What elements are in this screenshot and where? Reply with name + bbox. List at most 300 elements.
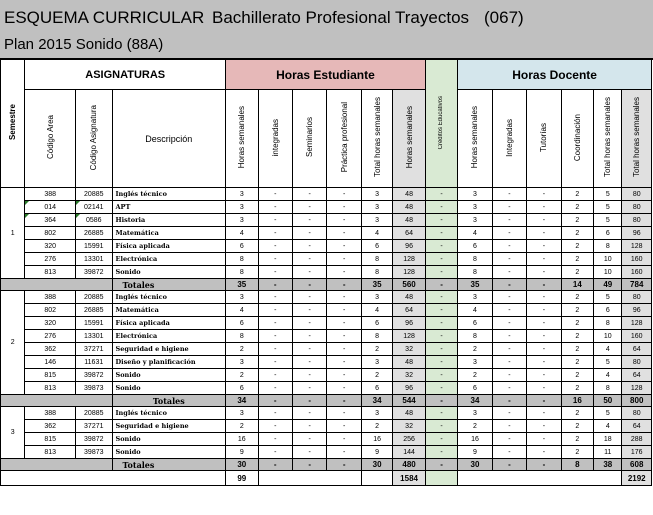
table-cell: - (327, 343, 361, 356)
table-cell: - (492, 369, 526, 382)
totals-cell: 784 (622, 279, 652, 291)
table-cell: 2 (561, 227, 593, 240)
table-cell: 2 (561, 433, 593, 446)
table-cell: 15991 (76, 317, 113, 330)
table-cell: 3 (361, 407, 392, 420)
table-row (1, 188, 652, 201)
e-horas-sem2-header: Horas semanales (393, 90, 425, 188)
table-cell: 02141 (76, 201, 113, 214)
table-cell: 3 (226, 407, 258, 420)
table-cell: 8 (594, 382, 622, 395)
table-row (1, 407, 652, 420)
table-cell: - (492, 240, 526, 253)
creditos-header: Créditos Educativos (425, 60, 457, 188)
horas-docente-header: Horas Docente (458, 60, 652, 90)
totals-cell: - (327, 279, 361, 291)
table-cell: 8 (226, 253, 258, 266)
table-cell: - (492, 343, 526, 356)
table-cell: 2 (561, 382, 593, 395)
table-cell: 18 (594, 433, 622, 446)
totals-row (1, 395, 652, 407)
table-cell: - (258, 420, 292, 433)
table-cell: - (258, 356, 292, 369)
grand-empty-cell (425, 471, 457, 486)
table-cell: - (327, 356, 361, 369)
d-horas-semanales-header: Horas semanales (458, 90, 492, 188)
table-cell: - (492, 356, 526, 369)
totals-cell: - (292, 459, 326, 471)
table-cell: - (292, 214, 326, 227)
table-cell: 2 (561, 343, 593, 356)
totals-cell: - (258, 279, 292, 291)
table-cell: 3 (226, 356, 258, 369)
table-cell: 4 (594, 369, 622, 382)
subject-description: APT (112, 201, 226, 214)
table-cell: 176 (622, 446, 652, 459)
totals-empty-cell (1, 459, 113, 471)
table-cell: 48 (393, 356, 425, 369)
table-cell: 96 (393, 317, 425, 330)
table-cell: 8 (361, 266, 392, 279)
table-cell: 15991 (76, 240, 113, 253)
semestre-header: Semestre (1, 60, 25, 188)
curriculum-table (0, 59, 652, 486)
table-cell: - (492, 433, 526, 446)
table-cell: - (527, 420, 561, 433)
table-cell: 8 (361, 330, 392, 343)
table-cell: 20885 (76, 188, 113, 201)
table-cell: - (327, 420, 361, 433)
table-cell: 146 (25, 356, 76, 369)
table-cell: 8 (458, 266, 492, 279)
table-cell: 39872 (76, 266, 113, 279)
table-cell: 160 (622, 266, 652, 279)
table-row (1, 420, 652, 433)
totals-row (1, 279, 652, 291)
table-cell: 2 (561, 253, 593, 266)
table-cell: 39873 (76, 446, 113, 459)
table-cell: - (292, 433, 326, 446)
table-cell: 3 (458, 407, 492, 420)
table-cell: - (292, 330, 326, 343)
table-cell: - (492, 407, 526, 420)
practica-header: Práctica profesional (327, 90, 361, 188)
table-row (1, 369, 652, 382)
grand-total-row (1, 471, 652, 486)
totals-cell: - (425, 459, 457, 471)
table-cell: 48 (393, 407, 425, 420)
table-cell: - (292, 317, 326, 330)
creditos-cell: - (425, 188, 457, 201)
table-cell: - (527, 240, 561, 253)
table-cell: - (327, 253, 361, 266)
table-cell: - (492, 214, 526, 227)
table-cell: 11 (594, 446, 622, 459)
table-cell: - (258, 433, 292, 446)
table-cell: - (258, 330, 292, 343)
table-cell: 2 (226, 369, 258, 382)
table-cell: 2 (561, 188, 593, 201)
table-cell: - (292, 240, 326, 253)
creditos-cell: - (425, 266, 457, 279)
table-cell: 8 (226, 330, 258, 343)
table-cell: 4 (361, 227, 392, 240)
table-cell: 2 (361, 343, 392, 356)
table-cell: - (292, 291, 326, 304)
subject-description: Sonido (112, 266, 226, 279)
table-cell: - (327, 214, 361, 227)
table-cell: 388 (25, 291, 76, 304)
totals-cell: - (527, 395, 561, 407)
grand-empty-cell (361, 471, 392, 486)
table-cell: 10 (594, 330, 622, 343)
creditos-cell: - (425, 356, 457, 369)
table-cell: 9 (458, 446, 492, 459)
subject-description: Diseño y planificación (112, 356, 226, 369)
seminarios-header: Seminarios (292, 90, 326, 188)
table-cell: - (327, 446, 361, 459)
table-cell: 6 (458, 240, 492, 253)
descripcion-header: Descripción (112, 90, 226, 188)
table-cell: - (327, 304, 361, 317)
table-cell: - (292, 343, 326, 356)
table-cell: 6 (361, 240, 392, 253)
table-cell: - (527, 201, 561, 214)
table-row (1, 433, 652, 446)
creditos-cell: - (425, 214, 457, 227)
table-cell: - (527, 382, 561, 395)
table-cell: 2 (561, 407, 593, 420)
table-cell: 6 (594, 227, 622, 240)
table-cell: 37271 (76, 343, 113, 356)
table-cell: 64 (622, 343, 652, 356)
table-cell: 4 (594, 420, 622, 433)
table-cell: 8 (226, 266, 258, 279)
table-cell: - (292, 356, 326, 369)
totals-cell: 800 (622, 395, 652, 407)
grand-total-cell: 1584 (393, 471, 425, 486)
subject-description: Electrónica (112, 330, 226, 343)
table-cell: 3 (361, 214, 392, 227)
semester-number: 3 (1, 407, 25, 459)
table-cell: 6 (361, 317, 392, 330)
tutorias-header: Tutorías (527, 90, 561, 188)
totals-cell: - (527, 279, 561, 291)
table-cell: - (327, 369, 361, 382)
table-cell: 8 (361, 253, 392, 266)
creditos-cell: - (425, 317, 457, 330)
table-cell: - (292, 382, 326, 395)
table-cell: 64 (393, 304, 425, 317)
table-cell: - (258, 291, 292, 304)
table-cell: - (492, 253, 526, 266)
creditos-cell: - (425, 343, 457, 356)
table-cell: 2 (561, 304, 593, 317)
table-cell: 3 (226, 201, 258, 214)
grand-total-cell: 2192 (622, 471, 652, 486)
table-cell: 80 (622, 356, 652, 369)
table-cell: 3 (458, 291, 492, 304)
table-cell: 16 (226, 433, 258, 446)
table-cell: 16 (361, 433, 392, 446)
totals-cell: 608 (622, 459, 652, 471)
totals-cell: - (492, 279, 526, 291)
table-cell: - (327, 266, 361, 279)
totals-cell: - (492, 459, 526, 471)
table-row (1, 291, 652, 304)
table-cell: - (327, 240, 361, 253)
totals-cell: - (327, 395, 361, 407)
subject-description: Sonido (112, 446, 226, 459)
table-cell: - (292, 446, 326, 459)
table-cell: 128 (622, 317, 652, 330)
table-cell: 80 (622, 188, 652, 201)
table-cell: - (292, 201, 326, 214)
table-cell: 813 (25, 446, 76, 459)
table-row (1, 227, 652, 240)
table-cell: 2 (561, 446, 593, 459)
table-cell: - (492, 446, 526, 459)
table-cell: - (527, 330, 561, 343)
table-row (1, 253, 652, 266)
e-total-header: Total horas semanales (361, 90, 392, 188)
table-cell: 276 (25, 330, 76, 343)
d-total2-header: Total horas semanales (622, 90, 652, 188)
table-row (1, 214, 652, 227)
table-cell: - (258, 227, 292, 240)
grand-empty-cell (458, 471, 622, 486)
table-cell: - (258, 382, 292, 395)
table-cell: - (292, 266, 326, 279)
table-cell: 48 (393, 214, 425, 227)
table-row (1, 330, 652, 343)
table-cell: - (292, 227, 326, 240)
table-cell: - (527, 433, 561, 446)
table-cell: - (327, 330, 361, 343)
totals-cell: 34 (361, 395, 392, 407)
creditos-cell: - (425, 330, 457, 343)
totals-cell: 544 (393, 395, 425, 407)
totals-cell: - (492, 395, 526, 407)
table-row (1, 343, 652, 356)
table-row (1, 304, 652, 317)
plan-bar (0, 30, 653, 60)
table-cell: - (527, 227, 561, 240)
table-cell: 2 (458, 420, 492, 433)
table-cell: 388 (25, 407, 76, 420)
table-cell: 9 (226, 446, 258, 459)
table-cell: 8 (594, 240, 622, 253)
table-row (1, 240, 652, 253)
table-cell: 32 (393, 369, 425, 382)
table-cell: 815 (25, 433, 76, 446)
table-cell: - (258, 343, 292, 356)
table-cell: 5 (594, 188, 622, 201)
table-cell: 362 (25, 343, 76, 356)
table-cell: - (292, 304, 326, 317)
creditos-cell: - (425, 227, 457, 240)
table-cell: 2 (561, 291, 593, 304)
totals-cell: - (292, 395, 326, 407)
codigo-asignatura-header: Código Asignatura (76, 90, 113, 188)
table-cell: 813 (25, 382, 76, 395)
totals-cell: - (292, 279, 326, 291)
table-cell: 2 (361, 369, 392, 382)
coordinacion-header: Coordinación (561, 90, 593, 188)
table-cell: 8 (458, 253, 492, 266)
creditos-cell: - (425, 446, 457, 459)
table-cell: 3 (361, 291, 392, 304)
table-cell: 2 (561, 330, 593, 343)
table-cell: - (492, 188, 526, 201)
subject-description: Matemática (112, 227, 226, 240)
subject-description: Sonido (112, 382, 226, 395)
totals-cell: - (425, 395, 457, 407)
table-row (1, 382, 652, 395)
table-cell: 128 (393, 253, 425, 266)
table-cell: - (258, 253, 292, 266)
e-horas-semanales-header: Horas semanales (226, 90, 258, 188)
table-cell: 4 (226, 227, 258, 240)
table-cell: - (327, 433, 361, 446)
totals-empty-cell (1, 395, 113, 407)
d-total-header: Total horas semanales (594, 90, 622, 188)
table-cell: 96 (393, 240, 425, 253)
table-cell: 128 (622, 240, 652, 253)
table-cell: 144 (393, 446, 425, 459)
table-cell: 2 (561, 356, 593, 369)
grand-total-cell: 99 (226, 471, 258, 486)
totals-cell: 50 (594, 395, 622, 407)
totals-cell: 14 (561, 279, 593, 291)
grand-empty-cell (1, 471, 226, 486)
creditos-cell: - (425, 382, 457, 395)
table-cell: 26885 (76, 227, 113, 240)
totals-cell: - (327, 459, 361, 471)
totals-cell: 30 (361, 459, 392, 471)
table-cell: - (492, 266, 526, 279)
table-cell: - (258, 304, 292, 317)
table-cell: 2 (561, 369, 593, 382)
table-cell: 3 (226, 214, 258, 227)
creditos-cell: - (425, 201, 457, 214)
table-cell: 4 (594, 343, 622, 356)
table-cell: - (492, 330, 526, 343)
table-cell: - (327, 227, 361, 240)
table-cell: 26885 (76, 304, 113, 317)
subject-description: Seguridad e higiene (112, 420, 226, 433)
table-cell: - (492, 227, 526, 240)
table-cell: 32 (393, 343, 425, 356)
table-cell: 6 (458, 382, 492, 395)
totals-cell: 560 (393, 279, 425, 291)
table-cell: 80 (622, 201, 652, 214)
table-cell: 3 (361, 201, 392, 214)
table-cell: 3 (458, 188, 492, 201)
creditos-cell: - (425, 369, 457, 382)
table-cell: 8 (594, 317, 622, 330)
table-cell: - (527, 356, 561, 369)
totals-cell: 38 (594, 459, 622, 471)
table-row (1, 356, 652, 369)
table-cell: - (292, 369, 326, 382)
table-cell: 6 (226, 317, 258, 330)
table-cell: 39872 (76, 369, 113, 382)
table-cell: 2 (361, 420, 392, 433)
totals-cell: 34 (226, 395, 258, 407)
table-cell: - (492, 317, 526, 330)
subject-description: Seguridad e higiene (112, 343, 226, 356)
table-cell: 6 (226, 240, 258, 253)
table-cell: 802 (25, 227, 76, 240)
table-cell: 9 (361, 446, 392, 459)
table-row (1, 201, 652, 214)
table-cell: 2 (226, 343, 258, 356)
table-cell: 3 (458, 214, 492, 227)
totals-cell: 49 (594, 279, 622, 291)
program-title: Bachillerato Profesional Trayectos (212, 8, 470, 27)
table-row (1, 266, 652, 279)
table-cell: - (492, 291, 526, 304)
totals-cell: 34 (458, 395, 492, 407)
table-cell: - (258, 446, 292, 459)
table-cell: 80 (622, 407, 652, 420)
totals-cell: 8 (561, 459, 593, 471)
totals-cell: 35 (458, 279, 492, 291)
table-cell: - (527, 253, 561, 266)
table-cell: - (527, 266, 561, 279)
table-cell: 39873 (76, 382, 113, 395)
totals-cell: 480 (393, 459, 425, 471)
table-cell: - (292, 420, 326, 433)
table-cell: 128 (622, 382, 652, 395)
table-cell: 6 (226, 382, 258, 395)
table-cell: 256 (393, 433, 425, 446)
table-cell: 3 (226, 188, 258, 201)
table-cell: 4 (361, 304, 392, 317)
table-cell: 37271 (76, 420, 113, 433)
table-cell: 20885 (76, 291, 113, 304)
totals-cell: 30 (458, 459, 492, 471)
table-cell: 39872 (76, 433, 113, 446)
table-cell: 5 (594, 356, 622, 369)
creditos-cell: - (425, 240, 457, 253)
table-cell: - (258, 266, 292, 279)
table-cell: 2 (561, 214, 593, 227)
table-cell: 16 (458, 433, 492, 446)
table-cell: - (527, 343, 561, 356)
codigo-area-header: Código Area (25, 90, 76, 188)
creditos-cell: - (425, 253, 457, 266)
table-cell: - (527, 291, 561, 304)
table-cell: 48 (393, 201, 425, 214)
title-bar (0, 0, 653, 31)
table-cell: 3 (458, 201, 492, 214)
table-cell: - (527, 407, 561, 420)
plan-title: Plan 2015 Sonido (88A) (4, 36, 164, 53)
table-cell: 96 (622, 304, 652, 317)
table-cell: 0586 (76, 214, 113, 227)
subject-description: Inglés técnico (112, 291, 226, 304)
creditos-cell: - (425, 420, 457, 433)
table-cell: 2 (561, 420, 593, 433)
table-cell: - (327, 407, 361, 420)
table-cell: 32 (393, 420, 425, 433)
table-cell: 20885 (76, 407, 113, 420)
table-row (1, 317, 652, 330)
table-cell: - (327, 188, 361, 201)
table-cell: - (327, 201, 361, 214)
